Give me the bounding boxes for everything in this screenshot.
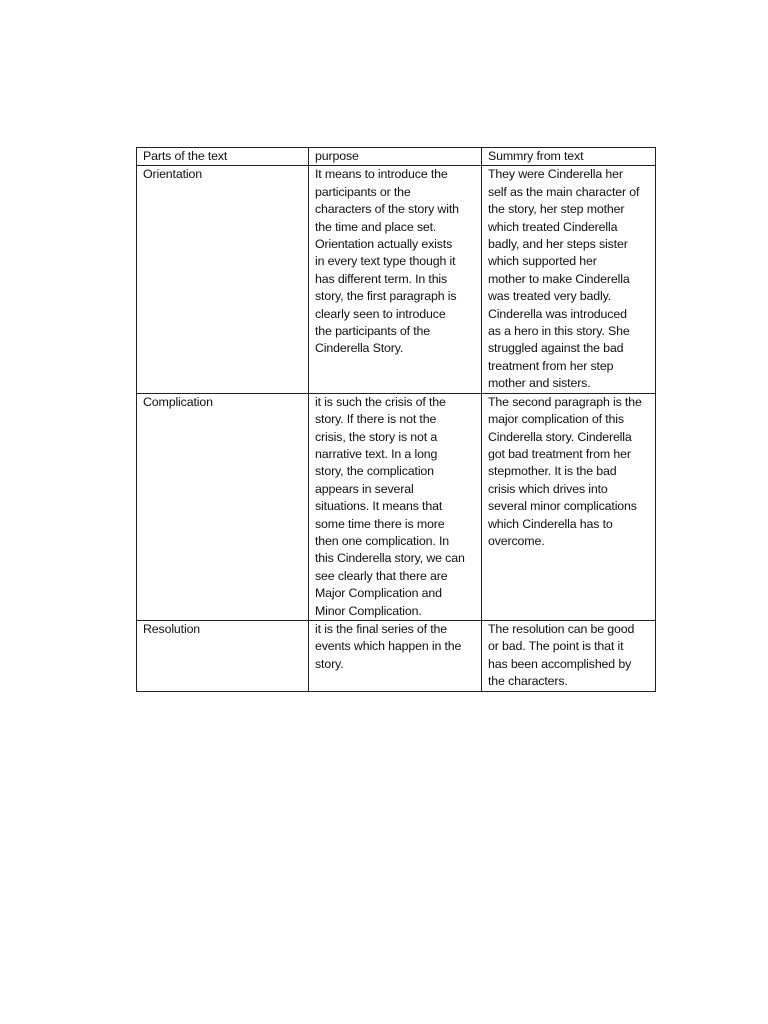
cell-purpose-resolution: it is the final series of the events which happen in the story. [309, 620, 482, 691]
narrative-structure-table [136, 147, 656, 692]
cell-summary-orientation: They were Cinderella her self as the main character of the story, her step mother which treated Cinderella badly, and her steps sister which supported her mother to make Cinderella was treated very badly. Cinderella was introduced as a hero in this story. She struggled against the bad treatment from her step mother and sisters. [482, 166, 656, 393]
table-row-complication [137, 393, 656, 620]
cell-part-orientation: Orientation [137, 166, 309, 393]
cell-purpose-orientation: It means to introduce the participants or the characters of the story with the time and place set. Orientation actually exists in every text type though it has different term. In this story, the first paragraph is clearly seen to introduce the participants of the Cinderella Story. [309, 166, 482, 393]
cell-summary-resolution: The resolution can be good or bad. The point is that it has been accomplished by the characters. [482, 620, 656, 691]
header-cell-summary: Summry from text [482, 148, 656, 166]
cell-part-complication: Complication [137, 393, 309, 620]
header-cell-parts: Parts of the text [137, 148, 309, 166]
cell-part-resolution: Resolution [137, 620, 309, 691]
table-header-row [137, 148, 656, 166]
cell-summary-complication: The second paragraph is the major complication of this Cinderella story. Cinderella got bad treatment from her stepmother. It is the bad crisis which drives into several minor complications which Cinderella has to overcome. [482, 393, 656, 620]
header-cell-purpose: purpose [309, 148, 482, 166]
cell-purpose-complication: it is such the crisis of the story. If there is not the crisis, the story is not a narrative text. In a long story, the complication appears in several situations. It means that some time there is more then one complication. In this Cinderella story, we can see clearly that there are Major Complication and Minor Complication. [309, 393, 482, 620]
table-row-resolution [137, 620, 656, 691]
table-row-orientation [137, 166, 656, 393]
